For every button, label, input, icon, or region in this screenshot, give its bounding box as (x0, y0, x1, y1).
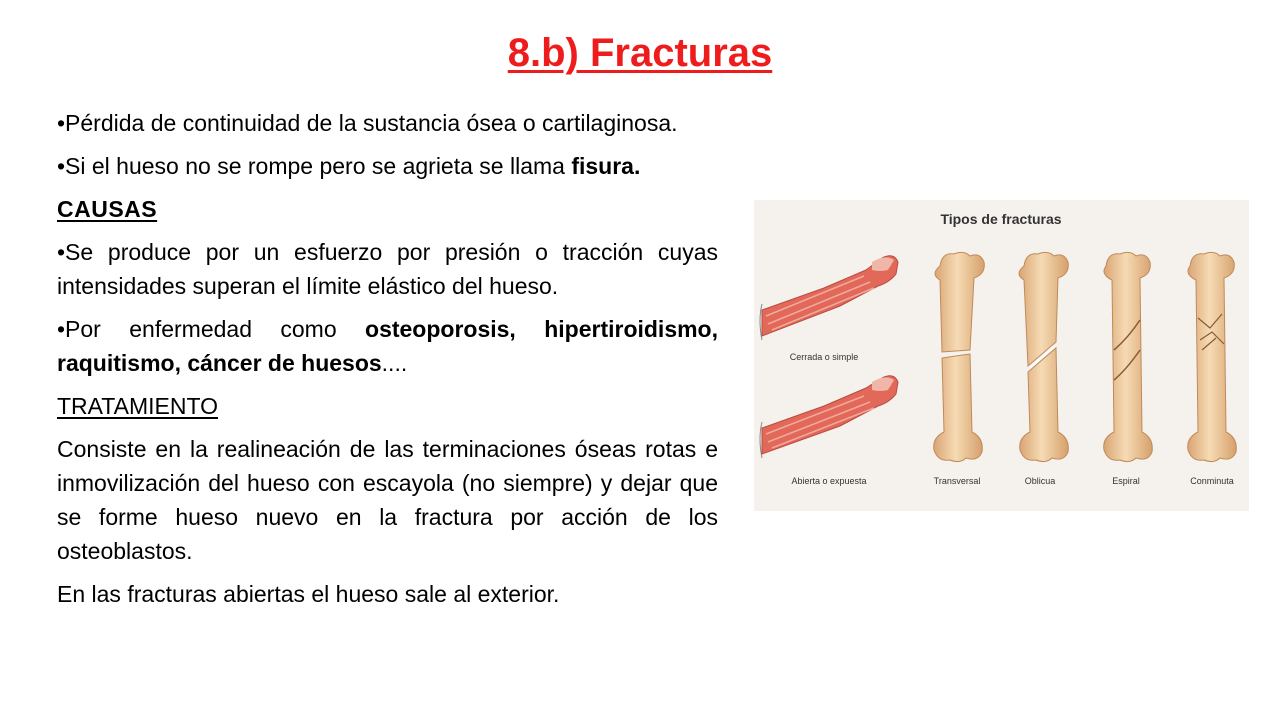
arm-closed-fracture (760, 256, 898, 340)
label-transverse: Transversal (933, 476, 981, 486)
bone-spiral (1104, 252, 1153, 461)
causa-enfermedad-list: osteoporosis, hipertiroidismo, raquitismo, cáncer de huesos (57, 316, 718, 376)
label-comminuted: Conminuta (1190, 476, 1234, 486)
body-text (57, 106, 718, 620)
bullet-fisura-text: •Si el hueso no se rompe pero se agrieta se llama (57, 153, 572, 179)
figure-title: Tipos de fracturas (940, 211, 1062, 227)
label-spiral: Espiral (1112, 476, 1140, 486)
bullet-fisura-term: fisura. (571, 153, 641, 179)
label-open: Abierta o expuesta (791, 476, 867, 486)
bullet-causa-enfermedad (57, 312, 718, 380)
bullet-definition: •Pérdida de continuidad de la sustancia ósea o cartilaginosa. (57, 110, 678, 136)
causa-enfermedad-suffix: .... (381, 350, 408, 376)
label-oblique: Oblicua (1024, 476, 1056, 486)
tratamiento-text: Consiste en la realineación de las terminaciones óseas rotas e inmovilización del hueso con escayola (no siempre) y dejar que se forme hueso nuevo en la fractura por acción de los osteoblastos. (57, 436, 718, 564)
causa-enfermedad-prefix: •Por enfermedad como (57, 316, 366, 342)
tratamiento-heading: TRATAMIENTO (57, 393, 218, 419)
bone-comminuted (1188, 252, 1237, 461)
fracture-types-illustration (754, 200, 1249, 511)
bone-transverse (934, 252, 985, 461)
bone-oblique (1019, 252, 1068, 461)
bullet-fisura (57, 149, 718, 183)
label-closed: Cerrada o simple (789, 352, 859, 362)
slide-title: 8.b) Fracturas (507, 31, 773, 75)
arm-open-fracture (760, 376, 898, 458)
closing-text: En las fracturas abiertas el hueso sale al exterior. (57, 581, 560, 607)
bullet-causa-esfuerzo: •Se produce por un esfuerzo por presión o tracción cuyas intensidades superan el límite elástico del hueso. (57, 239, 718, 299)
causas-heading: CAUSAS (57, 196, 158, 222)
fracture-types-figure (754, 200, 1249, 511)
